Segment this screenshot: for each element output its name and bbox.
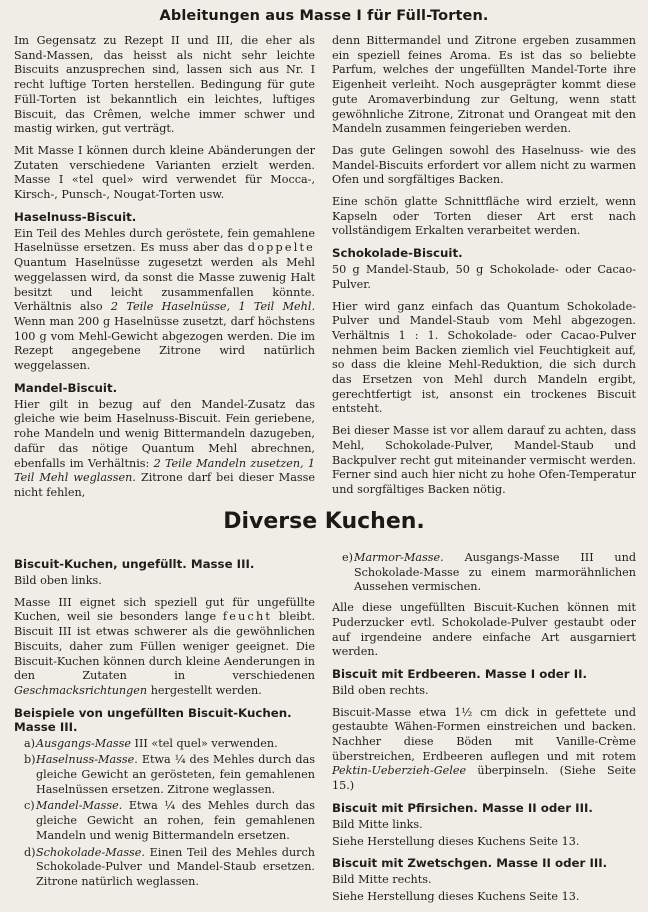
heading-zwetschgen: Biscuit mit Zwetschgen. Masse II oder III.: [332, 856, 608, 871]
variant-list-continued: [332, 551, 636, 595]
italic-emphasis: Geschmacksrichtungen: [14, 683, 148, 697]
gelingen-paragraph: Das gute Gelingen sowohl des Haselnuss- wie des Mandel-Biscuits erfordert vor allem nicht zu warmen Ofen und sorgfältiges Backen.: [332, 143, 636, 187]
text: Ein Teil des Mehles durch geröstete, fein gemahlene Haselnüsse ersetzen. Es muss aber das: [14, 226, 315, 255]
list-letter: a): [24, 736, 36, 750]
list-item: [14, 799, 315, 843]
ratio-emphasis: 2 Teile Mandeln zusetzen, 1 Teil Mehl weglassen.: [14, 456, 315, 485]
variant-text: Etwa ¼ des Mehles durch das gleiche Gewicht an rohen, fein gemahlenen Mandeln und wenig Bittermandeln ersetzen.: [36, 799, 315, 842]
zwetschgen-reference: Siehe Herstellung dieses Kuchens Seite 13.: [332, 889, 580, 903]
column-left-top: [14, 34, 315, 508]
text: hergestellt werden.: [150, 683, 262, 697]
heading-erdbeeren: Biscuit mit Erdbeeren. Masse I oder II.: [332, 666, 587, 681]
variant-name: Schokolade-Masse.: [36, 845, 145, 859]
variant-name: Ausgangs-Masse: [36, 736, 131, 750]
list-item: [14, 846, 315, 890]
variant-text: Etwa ¼ des Mehles durch das gleiche Gewicht an gerösteten, fein gemahlenen Haselnüssen ersetzen. Zitrone weglassen.: [36, 753, 315, 796]
ratio-emphasis: 2 Teile Haselnüsse, 1 Teil Mehl.: [110, 300, 316, 314]
varianten-paragraph: Mit Masse I können durch kleine Abänderungen der Zutaten verschiedene Varianten erzielt werden. Masse I «tel quel» wird verwendet für Mocca-, Kirsch-, Punsch-, Nougat-Torten usw.: [14, 143, 315, 202]
masse-iii-paragraph: [14, 596, 315, 699]
list-letter: c): [24, 799, 35, 813]
list-item: [14, 753, 315, 797]
variant-text: Ausgangs-Masse III und Schokolade-Masse zu einem marmorähnlichen Aussehen vermischen.: [354, 551, 636, 594]
text: Masse III eignet sich speziell gut für ungefüllte Kuchen, weil sie besonders lange: [14, 595, 315, 624]
heading-schokolade-biscuit: Schokolade-Biscuit.: [332, 246, 463, 261]
spaced-emphasis: feucht: [222, 610, 273, 624]
list-item: [14, 737, 315, 752]
schokolade-zutaten: 50 g Mandel-Staub, 50 g Schokolade- oder Cacao-Pulver.: [332, 263, 636, 291]
section-title-fuell-torten: Ableitungen aus Masse I für Füll-Torten.: [159, 8, 489, 24]
heading-biscuit-kuchen: Biscuit-Kuchen, ungefüllt. Masse III.: [14, 557, 255, 571]
heading-beispiele: Beispiele von ungefüllten Biscuit-Kuchen. Masse III.: [14, 705, 292, 734]
text: bleibt. Biscuit III ist etwas schwerer als die gewöhnlichen Biscuits, daher zum Füllen weniger geeignet. Die Biscuit-Kuchen können durch kleine Aenderungen in den Zutaten in verschiedenen: [14, 610, 315, 683]
list-item: [332, 551, 636, 595]
text: Wenn man 200 g Haselnüsse zusetzt, darf höchstens 100 g vom Mehl-Gewicht abgezogen werden. Die im Rezept angegebene Zitrone wird natürlich weggelassen.: [14, 314, 315, 373]
mandel-paragraph: [14, 398, 315, 501]
variant-list: [14, 737, 315, 890]
column-left-bottom: [14, 551, 315, 896]
text: Quantum Haselnüsse zugesetzt werden als Mehl weggelassen wird, da sonst die Masse zuwenig Halt besitzt und leicht zusammenfallen könnte. Verhältnis also: [14, 256, 315, 314]
heading-pfirsichen: Biscuit mit Pfirsichen. Masse II oder III.: [332, 800, 593, 815]
schokolade-paragraph: Hier wird ganz einfach das Quantum Schokolade-Pulver und Mandel-Staub vom Mehl abgezogen. Verhältnis 1 : 1. Schokolade- oder Cacao-Pulver nehmen beim Backen ziemlich viel Feuchtigkeit auf, so dass die kleine Mehl-Reduktion, die sich durch das Ersetzen von Mehl durch Mandeln ergibt, gerechtfertigt ist, ansonst ein trockenes Biscuit entsteht.: [332, 299, 636, 416]
aroma-paragraph: denn Bittermandel und Zitrone ergeben zusammen ein speziell feines Aroma. Es ist das so beliebte Parfum, welches der ungefüllten Mandel-Torte ihre Eigenheit verleiht. Noch ausgeprägter kommt diese gute Aromaverbindung zur Geltung, wenn statt gewöhnliche Zitrone, Zitronat und Orangeat mit den Mandeln zusammen feingerieben werden.: [332, 34, 636, 136]
column-right-bottom: [332, 551, 636, 912]
column-right-top: [332, 34, 636, 505]
bild-reference: Bild Mitte rechts.: [332, 873, 432, 887]
text: Hier gilt in bezug auf den Mandel-Zusatz das gleiche wie beim Haselnuss-Biscuit. Fein geriebene, rohe Mandeln und wenig Bittermandeln dazugeben, dafür das nötige Quantum Mehl abrechnen, ebenfalls im Verhältnis:: [14, 397, 315, 470]
pfirsichen-reference: Siehe Herstellung dieses Kuchens Seite 13.: [332, 834, 580, 848]
heading-mandel-biscuit: Mandel-Biscuit.: [14, 380, 118, 395]
bild-reference: Bild oben links.: [14, 574, 102, 587]
haselnuss-paragraph: [14, 227, 315, 374]
variant-text: Einen Teil des Mehles durch Schokolade-Pulver und Mandel-Staub ersetzen. Zitrone natürlich weglassen.: [36, 845, 315, 888]
section-title-diverse-kuchen: Diverse Kuchen.: [223, 509, 425, 534]
italic-emphasis: Pektin-Ueberzieh-Gelee: [332, 764, 467, 778]
list-letter: e): [342, 551, 353, 564]
variant-text: III «tel quel» verwenden.: [134, 736, 278, 750]
schnittflaeche-paragraph: Eine schön glatte Schnittfläche wird erzielt, wenn Kapseln oder Torten dieser Art erst nach vollständigem Erkalten verarbeitet werden.: [332, 195, 636, 238]
bild-reference: Bild Mitte links.: [332, 817, 423, 831]
garnitur-paragraph: Alle diese ungefüllten Biscuit-Kuchen können mit Puderzucker evtl. Schokolade-Pulver gestaubt oder auf irgendeine andere einfache Art ausgarniert werden.: [332, 601, 636, 659]
schokolade-hinweis: Bei dieser Masse ist vor allem darauf zu achten, dass Mehl, Schokolade-Pulver, Mandel-Staub und Backpulver recht gut miteinander vermischt werden. Ferner sind auch hier nicht zu hohe Ofen-Temperatur und sorgfältiges Backen nötig.: [332, 424, 636, 496]
list-letter: b): [24, 753, 36, 767]
variant-name: Marmor-Masse.: [354, 551, 444, 564]
variant-name: Haselnuss-Masse.: [36, 753, 138, 767]
text: Zitrone darf bei dieser Masse nicht fehlen,: [14, 471, 316, 499]
spaced-emphasis: doppelte: [247, 241, 315, 255]
list-letter: d): [24, 845, 36, 859]
text: überpinseln. (Siehe Seite 15.): [332, 764, 636, 793]
erdbeeren-paragraph: [332, 706, 636, 794]
intro-paragraph: Im Gegensatz zu Rezept II und III, die eher als Sand-Massen, das heisst als nicht sehr leichte Biscuits anzusprechen sind, lassen sich aus Nr. I recht luftige Torten herstellen. Bedingung für gute Füll-Torten ist bekanntlich ein leichtes, luftiges Biscuit, das Crêmen, welche immer schwer und mastig wirken, gut verträgt.: [14, 34, 315, 136]
variant-name: Mandel-Masse.: [36, 799, 123, 813]
text: Biscuit-Masse etwa 1½ cm dick in gefettete und gestaubte Wähen-Formen einstreichen und backen. Nachher diese Böden mit Vanille-Crème überstreichen, Erdbeeren auflegen und mit rotem: [332, 705, 636, 763]
bild-reference: Bild oben rechts.: [332, 683, 429, 697]
heading-haselnuss-biscuit: Haselnuss-Biscuit.: [14, 209, 137, 224]
